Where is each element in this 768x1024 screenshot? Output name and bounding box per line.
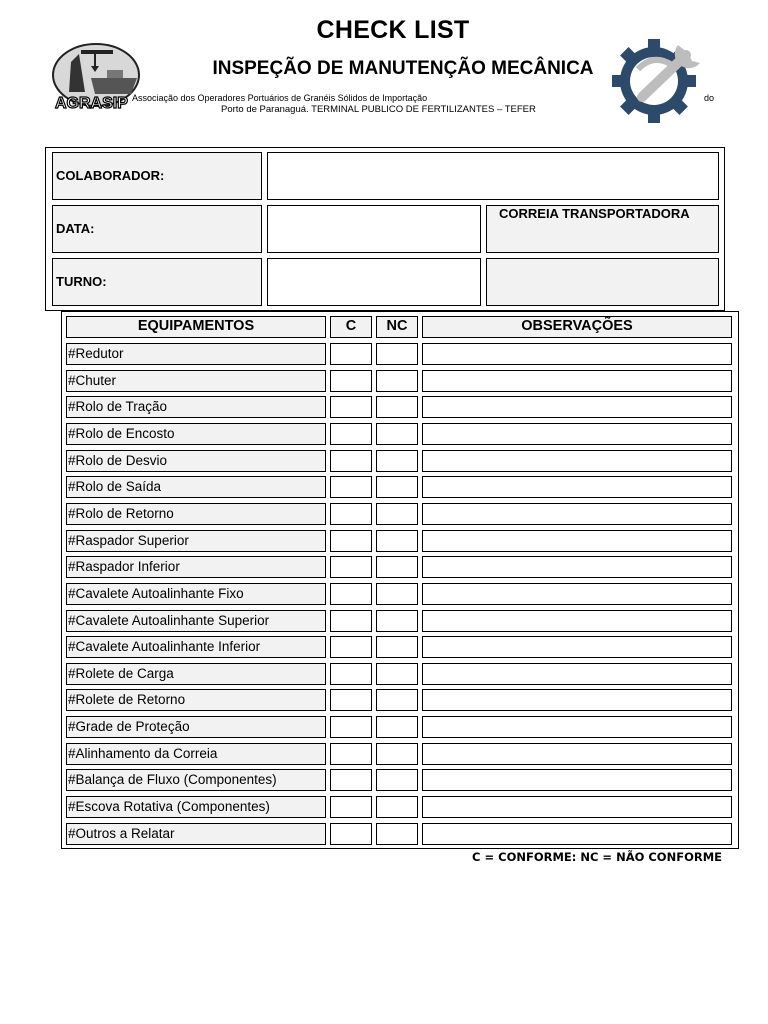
observacao-field[interactable] — [422, 370, 732, 392]
nc-checkbox[interactable] — [376, 663, 418, 685]
nc-checkbox[interactable] — [376, 583, 418, 605]
nc-checkbox[interactable] — [376, 689, 418, 711]
nc-checkbox[interactable] — [376, 370, 418, 392]
association-line: Associação dos Operadores Portuários de Granéis Sólidos de Importação — [132, 93, 428, 103]
c-checkbox[interactable] — [330, 476, 372, 498]
nc-checkbox[interactable] — [376, 743, 418, 765]
correia-label: CORREIA TRANSPORTADORA — [499, 206, 690, 221]
header-observacoes: OBSERVAÇÕES — [521, 318, 633, 334]
document-subtitle: INSPEÇÃO DE MANUTENÇÃO MECÂNICA — [212, 58, 594, 79]
nc-checkbox[interactable] — [376, 796, 418, 818]
c-checkbox[interactable] — [330, 343, 372, 365]
c-checkbox[interactable] — [330, 823, 372, 845]
agrasip-logo — [51, 42, 143, 112]
observacao-field[interactable] — [422, 636, 732, 658]
nc-checkbox[interactable] — [376, 396, 418, 418]
correia-label-cell — [486, 205, 719, 253]
observacao-field[interactable] — [422, 396, 732, 418]
checklist-item-label: #Grade de Proteção — [66, 716, 326, 738]
c-checkbox[interactable] — [330, 423, 372, 445]
nc-checkbox[interactable] — [376, 450, 418, 472]
header-equipamentos: EQUIPAMENTOS — [137, 318, 255, 334]
turno-label-cell — [52, 258, 262, 306]
c-checkbox[interactable] — [330, 663, 372, 685]
c-checkbox[interactable] — [330, 556, 372, 578]
data-label-cell — [52, 205, 262, 253]
info-table — [45, 147, 725, 311]
observacao-field[interactable] — [422, 343, 732, 365]
c-checkbox[interactable] — [330, 583, 372, 605]
observacao-field[interactable] — [422, 423, 732, 445]
nc-checkbox[interactable] — [376, 610, 418, 632]
header-observacoes-cell — [422, 316, 732, 338]
header-c: C — [345, 318, 357, 334]
nc-checkbox[interactable] — [376, 476, 418, 498]
c-checkbox[interactable] — [330, 689, 372, 711]
c-checkbox[interactable] — [330, 503, 372, 525]
observacao-field[interactable] — [422, 743, 732, 765]
checklist-item-label: #Balança de Fluxo (Componentes) — [66, 769, 326, 791]
observacao-field[interactable] — [422, 716, 732, 738]
nc-checkbox[interactable] — [376, 636, 418, 658]
observacao-field[interactable] — [422, 663, 732, 685]
checklist-item-label: #Raspador Inferior — [66, 556, 326, 578]
observacao-field[interactable] — [422, 823, 732, 845]
colaborador-label: COLABORADOR: — [56, 168, 165, 183]
observacao-field[interactable] — [422, 503, 732, 525]
checklist-item-label: #Escova Rotativa (Componentes) — [66, 796, 326, 818]
header-nc: NC — [386, 318, 408, 334]
correia-field[interactable] — [486, 258, 719, 306]
observacao-field[interactable] — [422, 610, 732, 632]
checklist-item-label: #Cavalete Autoalinhante Inferior — [66, 636, 326, 658]
c-checkbox[interactable] — [330, 716, 372, 738]
c-checkbox[interactable] — [330, 796, 372, 818]
data-field[interactable] — [267, 205, 481, 253]
checklist-item-label: #Outros a Relatar — [66, 823, 326, 845]
turno-label: TURNO: — [56, 274, 107, 289]
gear-wrench-logo — [612, 39, 708, 123]
nc-checkbox[interactable] — [376, 343, 418, 365]
observacao-field[interactable] — [422, 796, 732, 818]
c-checkbox[interactable] — [330, 396, 372, 418]
nc-checkbox[interactable] — [376, 423, 418, 445]
checklist-item-label: #Rolete de Carga — [66, 663, 326, 685]
checklist-item-label: #Rolete de Retorno — [66, 689, 326, 711]
observacao-field[interactable] — [422, 583, 732, 605]
checklist-item-label: #Cavalete Autoalinhante Superior — [66, 610, 326, 632]
c-checkbox[interactable] — [330, 450, 372, 472]
colaborador-label-cell — [52, 152, 262, 200]
header-equipamentos-cell — [66, 316, 326, 338]
checklist-item-label: #Rolo de Encosto — [66, 423, 326, 445]
observacao-field[interactable] — [422, 689, 732, 711]
observacao-field[interactable] — [422, 769, 732, 791]
checklist-item-label: #Rolo de Tração — [66, 396, 326, 418]
c-checkbox[interactable] — [330, 530, 372, 552]
agrasip-logo-text: AGRASIP — [55, 95, 128, 112]
header-nc-cell — [376, 316, 418, 338]
header-c-cell — [330, 316, 372, 338]
checklist-item-label: #Raspador Superior — [66, 530, 326, 552]
checklist-item-label: #Alinhamento da Correia — [66, 743, 326, 765]
nc-checkbox[interactable] — [376, 530, 418, 552]
checklist-table — [61, 311, 739, 849]
observacao-field[interactable] — [422, 556, 732, 578]
checklist-item-label: #Rolo de Desvio — [66, 450, 326, 472]
document-title: CHECK LIST — [316, 16, 470, 44]
nc-checkbox[interactable] — [376, 503, 418, 525]
nc-checkbox[interactable] — [376, 769, 418, 791]
port-terminal-line: Porto de Paranaguá. TERMINAL PUBLICO DE FERTILIZANTES – TEFER — [221, 104, 536, 115]
c-checkbox[interactable] — [330, 743, 372, 765]
nc-checkbox[interactable] — [376, 823, 418, 845]
observacao-field[interactable] — [422, 530, 732, 552]
observacao-field[interactable] — [422, 476, 732, 498]
legend: C = CONFORME: NC = NÃO CONFORME — [472, 850, 722, 864]
checklist-item-label: #Chuter — [66, 370, 326, 392]
turno-field[interactable] — [267, 258, 481, 306]
c-checkbox[interactable] — [330, 370, 372, 392]
nc-checkbox[interactable] — [376, 556, 418, 578]
checklist-item-label: #Rolo de Saída — [66, 476, 326, 498]
checklist-item-label: #Rolo de Retorno — [66, 503, 326, 525]
c-checkbox[interactable] — [330, 636, 372, 658]
c-checkbox[interactable] — [330, 610, 372, 632]
c-checkbox[interactable] — [330, 769, 372, 791]
association-suffix: do — [704, 93, 715, 103]
colaborador-field[interactable] — [267, 152, 719, 200]
observacao-field[interactable] — [422, 450, 732, 472]
nc-checkbox[interactable] — [376, 716, 418, 738]
checklist-item-label: #Cavalete Autoalinhante Fixo — [66, 583, 326, 605]
checklist-item-label: #Redutor — [66, 343, 326, 365]
data-label: DATA: — [56, 221, 95, 236]
